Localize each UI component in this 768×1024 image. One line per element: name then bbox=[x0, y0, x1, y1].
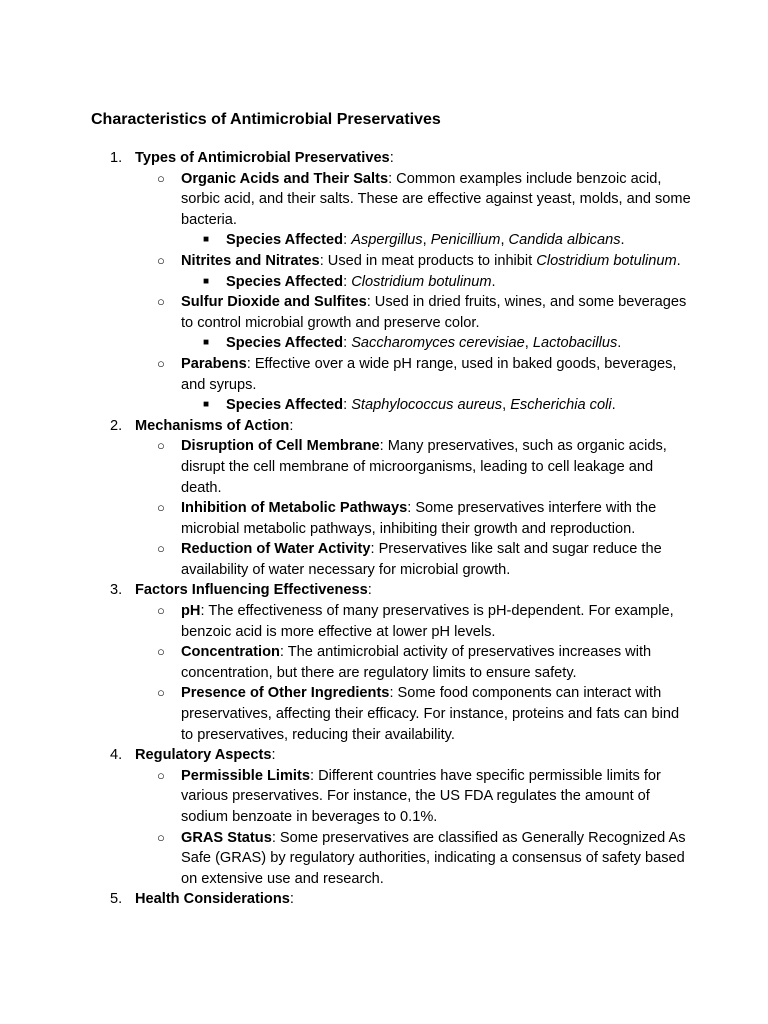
square-bullet-icon: ■ bbox=[203, 234, 210, 246]
circle-bullet-icon: ○ bbox=[157, 438, 165, 454]
item-label: Reduction of Water Activity bbox=[181, 541, 371, 558]
item-text: : Some food components can interact with preservatives, affecting their efficacy. For instance, proteins and fats can bind to preservatives, reducing their availability. bbox=[181, 685, 680, 743]
item-text: : Some preservatives are classified as Generally Recognized As Safe (GRAS) by regulatory authorities, indicating a consensus of safety based on extensive use and research. bbox=[181, 829, 686, 887]
item-text: : Used in dried fruits, wines, and some beverages to control microbial growth and preserve color. bbox=[181, 294, 687, 331]
circle-bullet-icon: ○ bbox=[157, 355, 165, 371]
section-regulatory: 4. Regulatory Aspects: ○ Permissible Limits: Different countries have specific permissible limits for various preservatives. For instance, the US FDA regulates the amount of sodium benzoate in beverages to 0.1%. ○ GRAS Status: Some preservatives are classified as Generally Recognized As Safe (GRAS) by regulatory authorities, indicating a consensus of safety based on extensive use and research. bbox=[0, 745, 695, 889]
species-label: Species Affected bbox=[226, 232, 344, 249]
document-title: Characteristics of Antimicrobial Preservatives bbox=[91, 111, 441, 128]
species-item: ■ Species Affected: Saccharomyces cerevisiae, Lactobacillus. bbox=[181, 333, 695, 354]
species-name: Penicillium bbox=[430, 232, 501, 249]
item-label: Organic Acids and Their Salts bbox=[181, 170, 389, 187]
species-label: Species Affected bbox=[226, 273, 344, 290]
item-label: Permissible Limits bbox=[181, 767, 310, 784]
species-list bbox=[181, 333, 695, 354]
item-text: : Common examples include benzoic acid, sorbic acid, and their salts. These are effective against yeast, molds, and some bacteria. bbox=[181, 170, 691, 228]
item-label: Nitrites and Nitrates bbox=[181, 252, 320, 269]
list-item bbox=[135, 601, 695, 642]
item-text: : Effective over a wide pH range, used in baked goods, beverages, and syrups. bbox=[181, 355, 677, 393]
item-label: pH bbox=[181, 603, 201, 620]
circle-bullet-icon: ○ bbox=[157, 170, 165, 186]
species-name: Clostridium botulinum bbox=[351, 273, 492, 290]
list-item bbox=[135, 169, 695, 251]
circle-bullet-icon: ○ bbox=[157, 252, 165, 268]
section-number: 3. bbox=[110, 582, 123, 599]
list-item bbox=[135, 683, 695, 745]
section-types: 1. Types of Antimicrobial Preservatives: ○ Organic Acids and Their Salts: Common examples include benzoic acid, sorbic acid, and their salts. These are effective against yeast, molds, and some bacteria. ■ Species Affected: Aspergillus, Penicillium, Candida albicans. ○ Nitrites and Nitrates: Used in meat products to inhibit Clostridium botulinum. ■ Species Affected: Clostridium botulinum. ○ Sulfur Dioxide and Sulfites: Used in dried fruits, wines, and some beverages to control microbial growth and preserve color. ■ Species Affected: Saccharomyces cerevisiae, Lactobacillus. ○ Parabens: Effective over a wide pH range, used in baked goods, beverages, and syrups. ■ Species Affected: Staphylococcus aureus, Escherichia coli. bbox=[0, 148, 695, 416]
section-health: 5. Health Considerations: bbox=[0, 889, 695, 910]
circle-bullet-icon: ○ bbox=[157, 603, 165, 619]
circle-bullet-icon: ○ bbox=[157, 685, 165, 701]
item-text: : The effectiveness of many preservatives is pH-dependent. For example, benzoic acid is more effective at lower pH levels. bbox=[181, 603, 674, 640]
item-label: Parabens bbox=[181, 355, 247, 372]
item-text-end: . bbox=[676, 252, 681, 269]
species-name: Lactobacillus bbox=[532, 335, 618, 352]
list-item bbox=[135, 498, 695, 539]
subitem-list bbox=[135, 169, 695, 416]
list-item bbox=[135, 642, 695, 683]
section-mechanisms: 2. Mechanisms of Action: ○ Disruption of Cell Membrane: Many preservatives, such as organic acids, disrupt the cell membrane of microorganisms, leading to cell leakage and death. ○ Inhibition of Metabolic Pathways: Some preservatives interfere with the microbial metabolic pathways, inhibiting their growth and reproduction. ○ Reduction of Water Activity: Preservatives like salt and sugar reduce the availability of water necessary for microbial growth. bbox=[0, 416, 695, 581]
item-label: Sulfur Dioxide and Sulfites bbox=[181, 294, 367, 311]
section-number: 5. bbox=[110, 891, 123, 908]
item-text: : Many preservatives, such as organic acids, disrupt the cell membrane of microorganisms, leading to cell leakage and death. bbox=[181, 438, 667, 496]
species-list bbox=[181, 272, 695, 293]
list-item bbox=[135, 436, 695, 498]
circle-bullet-icon: ○ bbox=[157, 294, 165, 310]
subitem-list bbox=[135, 601, 695, 745]
section-heading: Health Considerations bbox=[135, 891, 290, 908]
species-name: Aspergillus bbox=[351, 232, 423, 249]
item-label: Disruption of Cell Membrane bbox=[181, 438, 380, 455]
species-name: Saccharomyces cerevisiae bbox=[351, 335, 525, 352]
item-text: : Used in meat products to inhibit bbox=[319, 252, 537, 269]
item-text: : Some preservatives interfere with the microbial metabolic pathways, inhibiting their growth and reproduction. bbox=[181, 500, 657, 537]
species-name: Escherichia coli bbox=[510, 397, 612, 414]
list-item bbox=[135, 766, 695, 828]
section-heading: Regulatory Aspects bbox=[135, 747, 272, 764]
list-item bbox=[135, 292, 695, 354]
species-item: ■ Species Affected: Aspergillus, Penicillium, Candida albicans. bbox=[181, 230, 695, 251]
item-label: Presence of Other Ingredients bbox=[181, 685, 390, 702]
circle-bullet-icon: ○ bbox=[157, 541, 165, 557]
item-text-italic: Clostridium botulinum bbox=[536, 252, 677, 269]
section-number: 1. bbox=[110, 150, 123, 166]
item-text: : Different countries have specific permissible limits for various preservatives. For instance, the US FDA regulates the amount of sodium benzoate in beverages to 0.1%. bbox=[181, 767, 661, 825]
species-label: Species Affected bbox=[226, 397, 344, 414]
item-label: Inhibition of Metabolic Pathways bbox=[181, 500, 408, 517]
list-item bbox=[135, 539, 695, 580]
square-bullet-icon: ■ bbox=[203, 337, 210, 349]
section-factors: 3. Factors Influencing Effectiveness: ○ pH: The effectiveness of many preservatives is pH-dependent. For example, benzoic acid is more effective at lower pH levels. ○ Concentration: The antimicrobial activity of preservatives increases with concentration, but there are regulatory limits to ensure safety. ○ Presence of Other Ingredients: Some food components can interact with preservatives, affecting their efficacy. For instance, proteins and fats can bind to preservatives, reducing their availability. bbox=[0, 580, 695, 745]
circle-bullet-icon: ○ bbox=[157, 767, 165, 783]
section-heading: Types of Antimicrobial Preservatives bbox=[135, 150, 390, 166]
square-bullet-icon: ■ bbox=[203, 399, 210, 411]
square-bullet-icon: ■ bbox=[203, 275, 210, 287]
item-text: : Preservatives like salt and sugar reduce the availability of water necessary for microbial growth. bbox=[181, 541, 662, 578]
list-item bbox=[135, 251, 695, 292]
section-number: 2. bbox=[110, 417, 123, 434]
item-text: : The antimicrobial activity of preservatives increases with concentration, but there are regulatory limits to ensure safety. bbox=[181, 644, 652, 681]
species-label: Species Affected bbox=[226, 335, 344, 352]
section-number: 4. bbox=[110, 747, 123, 764]
species-list bbox=[181, 230, 695, 251]
circle-bullet-icon: ○ bbox=[157, 644, 165, 660]
section-list bbox=[0, 148, 695, 910]
item-label: GRAS Status bbox=[181, 829, 272, 846]
species-list bbox=[181, 395, 695, 416]
section-heading: Factors Influencing Effectiveness bbox=[135, 582, 368, 599]
subitem-list bbox=[135, 766, 695, 890]
species-item: ■ Species Affected: Clostridium botulinum. bbox=[181, 272, 695, 293]
species-name: Candida albicans bbox=[508, 232, 621, 249]
circle-bullet-icon: ○ bbox=[157, 500, 165, 516]
section-heading: Mechanisms of Action bbox=[135, 417, 290, 434]
species-name: Staphylococcus aureus bbox=[351, 397, 503, 414]
species-item: ■ Species Affected: Staphylococcus aureus, Escherichia coli. bbox=[181, 395, 695, 416]
subitem-list bbox=[135, 436, 695, 580]
circle-bullet-icon: ○ bbox=[157, 829, 165, 845]
list-item bbox=[135, 828, 695, 890]
list-item bbox=[135, 354, 695, 416]
item-label: Concentration bbox=[181, 644, 280, 661]
